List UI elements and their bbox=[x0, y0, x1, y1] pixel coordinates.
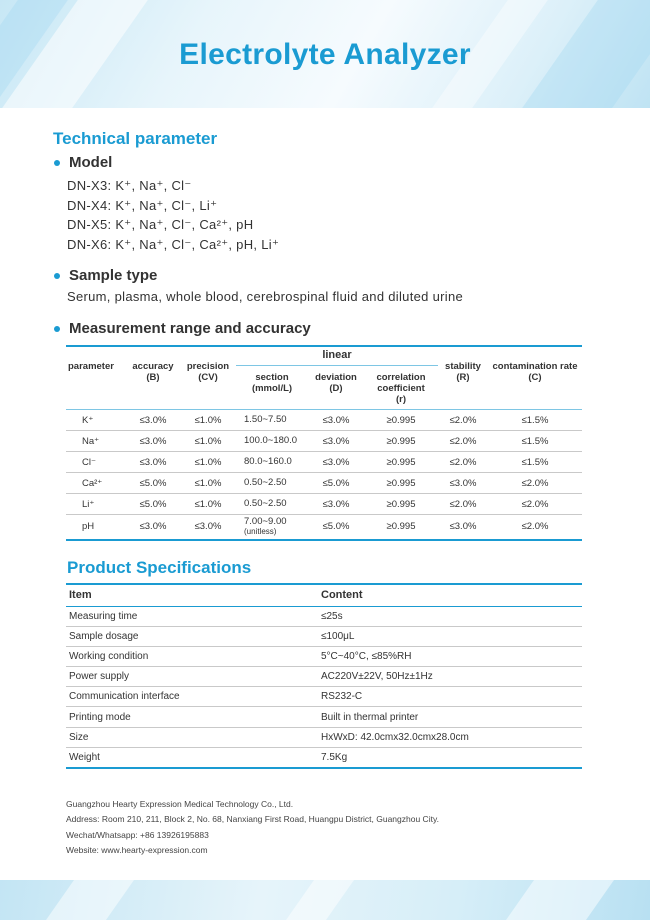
col-header-deviation: deviation (D) bbox=[315, 372, 357, 394]
footer-company: Guangzhou Hearty Expression Medical Technology Co., Ltd. bbox=[66, 799, 294, 809]
stability-cell: ≤2.0% bbox=[438, 431, 488, 452]
table-row bbox=[66, 747, 582, 767]
table-row bbox=[66, 707, 582, 727]
section-cell: 80.0~160.0 bbox=[236, 452, 308, 473]
spec-content: 5°C~40°C, ≤85%RH bbox=[318, 646, 582, 666]
footer-address: Address: Room 210, 211, Block 2, No. 68, Nanxiang First Road, Huangpu District, Guangzhou City. bbox=[66, 814, 439, 825]
param-cell: pH bbox=[66, 515, 126, 540]
col-header-accuracy: accuracy (B) bbox=[126, 346, 180, 410]
col-header-contamination: contamination rate (C) bbox=[488, 346, 582, 410]
deviation-cell: ≤5.0% bbox=[308, 473, 364, 494]
accuracy-cell: ≤3.0% bbox=[126, 515, 180, 540]
correlation-cell: ≥0.995 bbox=[364, 494, 438, 515]
model-heading: Model bbox=[53, 154, 112, 171]
accuracy-cell: ≤5.0% bbox=[126, 473, 180, 494]
table-row bbox=[66, 473, 582, 494]
spec-item: Power supply bbox=[66, 667, 318, 687]
spec-item: Weight bbox=[66, 747, 318, 767]
technical-parameter-heading: Technical parameter bbox=[53, 129, 218, 148]
deviation-cell: ≤3.0% bbox=[308, 452, 364, 473]
spec-content: RS232-C bbox=[318, 687, 582, 707]
model-line: DN-X3: K⁺, Na⁺, Cl⁻ bbox=[67, 178, 192, 193]
precision-cell: ≤1.0% bbox=[180, 473, 236, 494]
deviation-cell: ≤3.0% bbox=[308, 410, 364, 431]
measurement-heading: Measurement range and accuracy bbox=[53, 320, 311, 337]
footer-contact-phone: Wechat/Whatsapp: +86 13926195883 bbox=[66, 829, 209, 840]
accuracy-cell: ≤3.0% bbox=[126, 410, 180, 431]
contamination-cell: ≤2.0% bbox=[488, 494, 582, 515]
spec-content: 7.5Kg bbox=[318, 747, 582, 767]
precision-cell: ≤1.0% bbox=[180, 410, 236, 431]
precision-cell: ≤3.0% bbox=[180, 515, 236, 540]
col-header-precision: precision (CV) bbox=[180, 346, 236, 410]
stability-cell: ≤2.0% bbox=[438, 452, 488, 473]
col-header-stability: stability (R) bbox=[438, 346, 488, 410]
page-title: Electrolyte Analyzer bbox=[179, 38, 471, 71]
correlation-cell: ≥0.995 bbox=[364, 431, 438, 452]
spec-item: Sample dosage bbox=[66, 626, 318, 646]
param-cell: Ca²⁺ bbox=[66, 473, 126, 494]
table-row bbox=[66, 494, 582, 515]
stability-cell: ≤3.0% bbox=[438, 515, 488, 540]
spec-item: Communication interface bbox=[66, 687, 318, 707]
table-row bbox=[66, 452, 582, 473]
spec-item: Measuring time bbox=[66, 606, 318, 626]
deviation-cell: ≤3.0% bbox=[308, 494, 364, 515]
correlation-cell: ≥0.995 bbox=[364, 473, 438, 494]
spec-item: Working condition bbox=[66, 646, 318, 666]
param-cell: Na⁺ bbox=[66, 431, 126, 452]
table-row bbox=[66, 687, 582, 707]
table-row bbox=[66, 667, 582, 687]
correlation-cell: ≥0.995 bbox=[364, 410, 438, 431]
precision-cell: ≤1.0% bbox=[180, 452, 236, 473]
col-header-correlation: correlation coefficient (r) bbox=[376, 372, 426, 405]
table-row bbox=[66, 727, 582, 747]
contamination-cell: ≤1.5% bbox=[488, 452, 582, 473]
correlation-cell: ≥0.995 bbox=[364, 452, 438, 473]
section-cell: 0.50~2.50 bbox=[236, 473, 308, 494]
section-cell: 0.50~2.50 bbox=[236, 494, 308, 515]
stability-cell: ≤2.0% bbox=[438, 410, 488, 431]
precision-cell: ≤1.0% bbox=[180, 494, 236, 515]
col-header-section: section (mmol/L) bbox=[251, 372, 293, 394]
sample-type-heading: Sample type bbox=[53, 267, 157, 284]
col-header-parameter: parameter bbox=[66, 346, 126, 410]
precision-cell: ≤1.0% bbox=[180, 431, 236, 452]
table-row bbox=[66, 606, 582, 626]
table-row bbox=[66, 515, 582, 540]
spec-content: ≤100μL bbox=[318, 626, 582, 646]
col-header-content: Content bbox=[318, 584, 582, 606]
footer-banner bbox=[0, 880, 650, 920]
col-header-linear: linear bbox=[236, 346, 438, 366]
specifications-table bbox=[66, 583, 582, 769]
correlation-cell: ≥0.995 bbox=[364, 515, 438, 540]
sample-type-text: Serum, plasma, whole blood, cerebrospinal fluid and diluted urine bbox=[67, 289, 463, 304]
table-row bbox=[66, 410, 582, 431]
section-cell: 100.0~180.0 bbox=[236, 431, 308, 452]
accuracy-cell: ≤3.0% bbox=[126, 431, 180, 452]
measurement-table bbox=[66, 345, 582, 541]
param-cell: Cl⁻ bbox=[66, 452, 126, 473]
model-line: DN-X6: K⁺, Na⁺, Cl⁻, Ca²⁺, pH, Li⁺ bbox=[67, 237, 280, 252]
spec-item: Size bbox=[66, 727, 318, 747]
product-specifications-heading: Product Specifications bbox=[67, 558, 252, 577]
param-cell: K⁺ bbox=[66, 410, 126, 431]
section-cell: 7.00~9.00 (unitless) bbox=[236, 515, 308, 540]
spec-content: Built in thermal printer bbox=[318, 707, 582, 727]
contamination-cell: ≤1.5% bbox=[488, 431, 582, 452]
stability-cell: ≤2.0% bbox=[438, 494, 488, 515]
spec-content: HxWxD: 42.0cmx32.0cmx28.0cm bbox=[318, 727, 582, 747]
deviation-cell: ≤5.0% bbox=[308, 515, 364, 540]
stability-cell: ≤3.0% bbox=[438, 473, 488, 494]
model-line: DN-X5: K⁺, Na⁺, Cl⁻, Ca²⁺, pH bbox=[67, 217, 254, 232]
table-row bbox=[66, 646, 582, 666]
table-row bbox=[66, 626, 582, 646]
spec-content: ≤25s bbox=[318, 606, 582, 626]
model-line: DN-X4: K⁺, Na⁺, Cl⁻, Li⁺ bbox=[67, 198, 218, 213]
accuracy-cell: ≤5.0% bbox=[126, 494, 180, 515]
spec-item: Printing mode bbox=[66, 707, 318, 727]
footer-website[interactable]: Website: www.hearty-expression.com bbox=[66, 844, 208, 855]
spec-content: AC220V±22V, 50Hz±1Hz bbox=[318, 667, 582, 687]
section-cell: 1.50~7.50 bbox=[236, 410, 308, 431]
contamination-cell: ≤1.5% bbox=[488, 410, 582, 431]
table-row bbox=[66, 431, 582, 452]
contamination-cell: ≤2.0% bbox=[488, 473, 582, 494]
accuracy-cell: ≤3.0% bbox=[126, 452, 180, 473]
col-header-item: Item bbox=[66, 584, 318, 606]
contamination-cell: ≤2.0% bbox=[488, 515, 582, 540]
footer-contact bbox=[66, 797, 439, 858]
param-cell: Li⁺ bbox=[66, 494, 126, 515]
deviation-cell: ≤3.0% bbox=[308, 431, 364, 452]
